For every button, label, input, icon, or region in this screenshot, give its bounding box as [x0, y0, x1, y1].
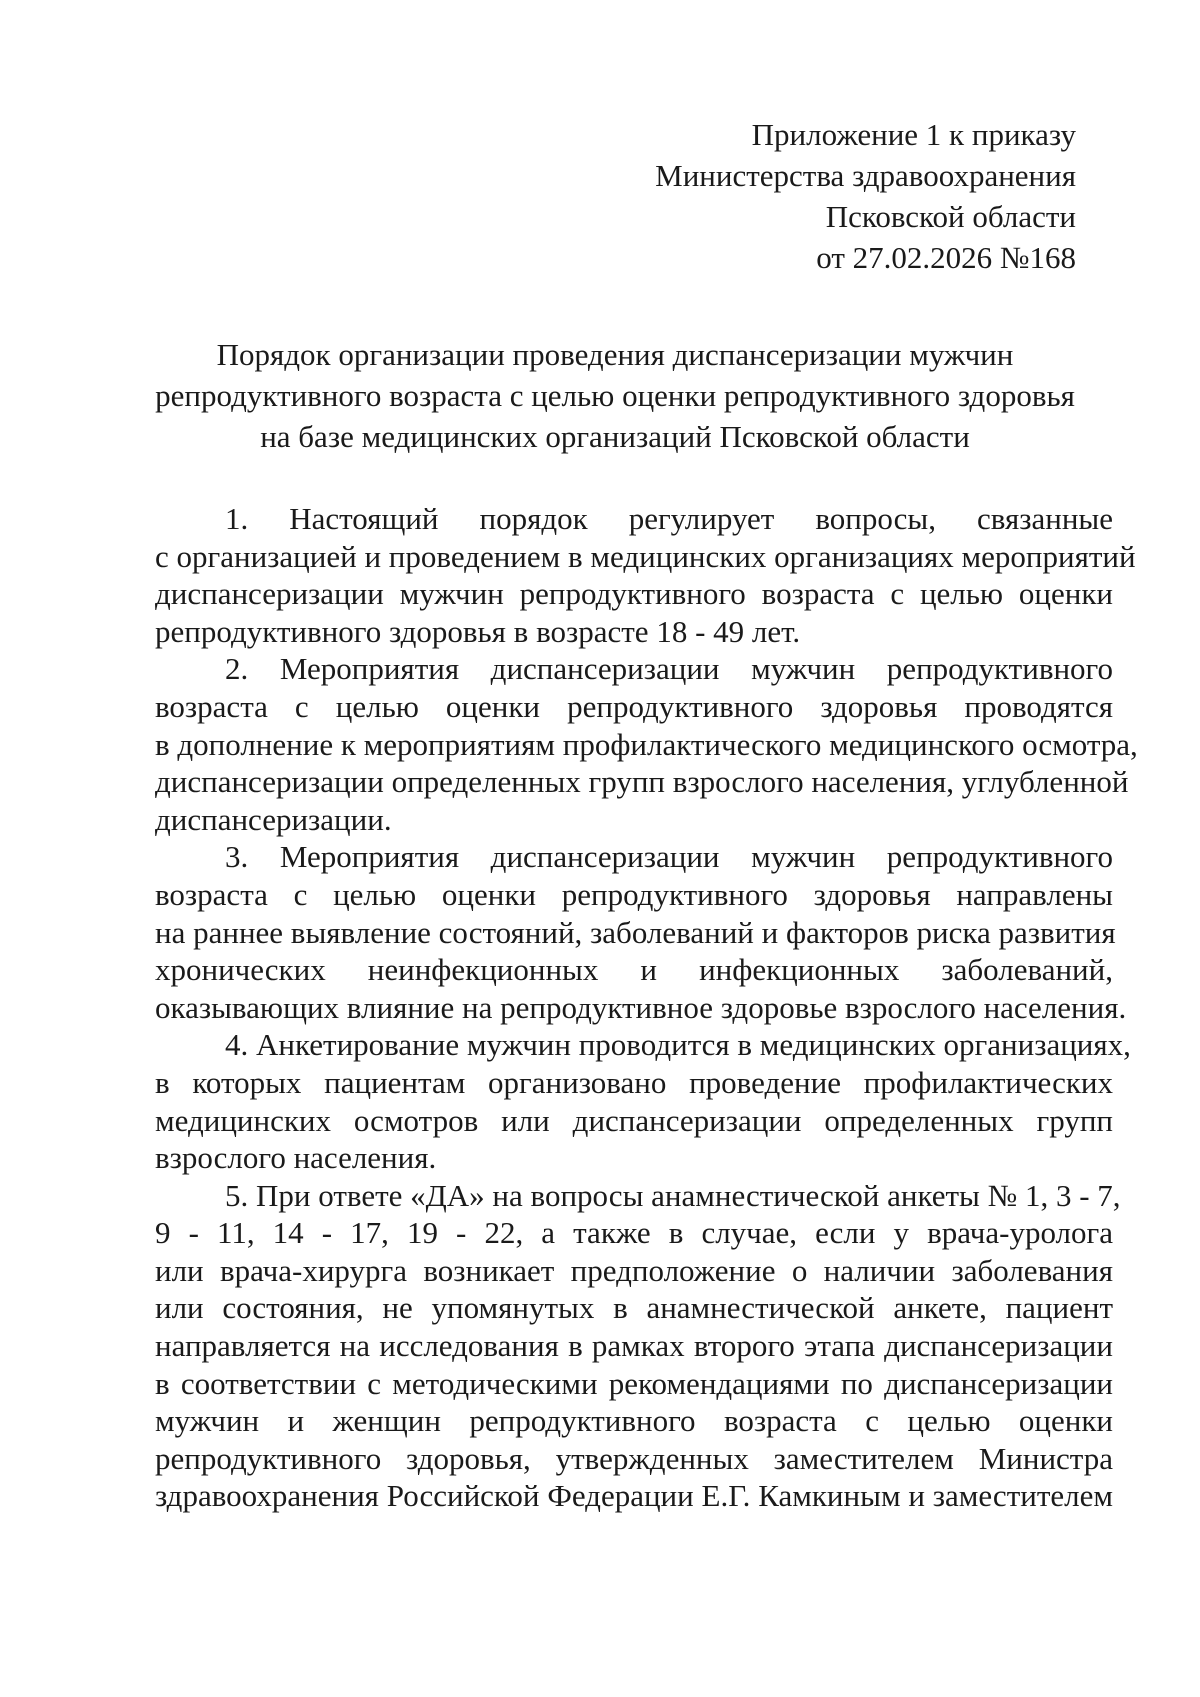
- title-line: Порядок организации проведения диспансеризации мужчин: [216, 337, 1014, 372]
- title-line: на базе медицинских организаций Псковской области: [260, 419, 970, 454]
- appendix-header: [476, 114, 1076, 278]
- header-line: от 27.02.2026 №168: [816, 240, 1076, 275]
- title-line: репродуктивного возраста с целью оценки репродуктивного здоровья: [155, 378, 1075, 413]
- paragraph-line: диспансеризации.: [155, 801, 392, 837]
- paragraph-1: [155, 500, 1136, 650]
- paragraph-5: [155, 1177, 1121, 1515]
- paragraph-line: медицинских осмотров или диспансеризации определенных групп: [155, 1102, 1113, 1138]
- paragraph-line: мужчин и женщин репродуктивного возраста с целью оценки: [155, 1403, 1113, 1439]
- header-line: Приложение 1 к приказу: [751, 117, 1076, 152]
- paragraph-line: возраста с целью оценки репродуктивного здоровья направлены: [155, 876, 1113, 912]
- paragraph-line: диспансеризации мужчин репродуктивного возраста с целью оценки: [155, 576, 1113, 612]
- document-body: [155, 500, 1138, 1515]
- paragraph-line: оказывающих влияние на репродуктивное здоровье взрослого населения.: [155, 989, 1127, 1025]
- paragraph-2: [155, 650, 1138, 838]
- paragraph-line: хронических неинфекционных и инфекционных заболеваний,: [155, 952, 1113, 988]
- paragraph-line: возраста с целью оценки репродуктивного здоровья проводятся: [155, 688, 1113, 724]
- document-title: [150, 334, 1080, 457]
- paragraph-line: в дополнение к мероприятиям профилактического медицинского осмотра,: [155, 726, 1138, 762]
- header-line: Псковской области: [825, 199, 1076, 234]
- paragraph-4: [155, 1026, 1131, 1176]
- header-line: Министерства здравоохранения: [655, 158, 1076, 193]
- paragraph-line: направляется на исследования в рамках второго этапа диспансеризации: [155, 1328, 1113, 1364]
- paragraph-line: 3. Мероприятия диспансеризации мужчин репродуктивного: [225, 839, 1113, 875]
- paragraph-3: [155, 838, 1127, 1026]
- paragraph-line: репродуктивного здоровья в возрасте 18 - 49 лет.: [155, 613, 801, 649]
- paragraph-line: в соответствии с методическими рекомендациями по диспансеризации: [155, 1365, 1113, 1401]
- paragraph-line: взрослого населения.: [155, 1140, 437, 1176]
- paragraph-line: здравоохранения Российской Федерации Е.Г. Камкиным и заместителем: [155, 1478, 1113, 1514]
- paragraph-line: на раннее выявление состояний, заболеваний и факторов риска развития: [155, 914, 1116, 950]
- paragraph-line: с организацией и проведением в медицинских организациях мероприятий: [155, 538, 1136, 574]
- paragraph-line: 4. Анкетирование мужчин проводится в медицинских организациях,: [225, 1027, 1131, 1063]
- paragraph-line: 1. Настоящий порядок регулирует вопросы, связанные: [225, 501, 1113, 536]
- paragraph-line: или состояния, не упомянутых в анамнестической анкете, пациент: [155, 1290, 1113, 1326]
- paragraph-line: диспансеризации определенных групп взрослого населения, углубленной: [155, 764, 1129, 800]
- paragraph-line: в которых пациентам организовано проведение профилактических: [155, 1064, 1113, 1100]
- paragraph-line: репродуктивного здоровья, утвержденных заместителем Министра: [155, 1440, 1113, 1476]
- paragraph-line: 2. Мероприятия диспансеризации мужчин репродуктивного: [225, 651, 1113, 687]
- paragraph-line: или врача-хирурга возникает предположение о наличии заболевания: [155, 1252, 1113, 1288]
- paragraph-line: 9 - 11, 14 - 17, 19 - 22, а также в случае, если у врача-уролога: [155, 1215, 1113, 1251]
- paragraph-line: 5. При ответе «ДА» на вопросы анамнестической анкеты № 1, 3 - 7,: [225, 1177, 1121, 1213]
